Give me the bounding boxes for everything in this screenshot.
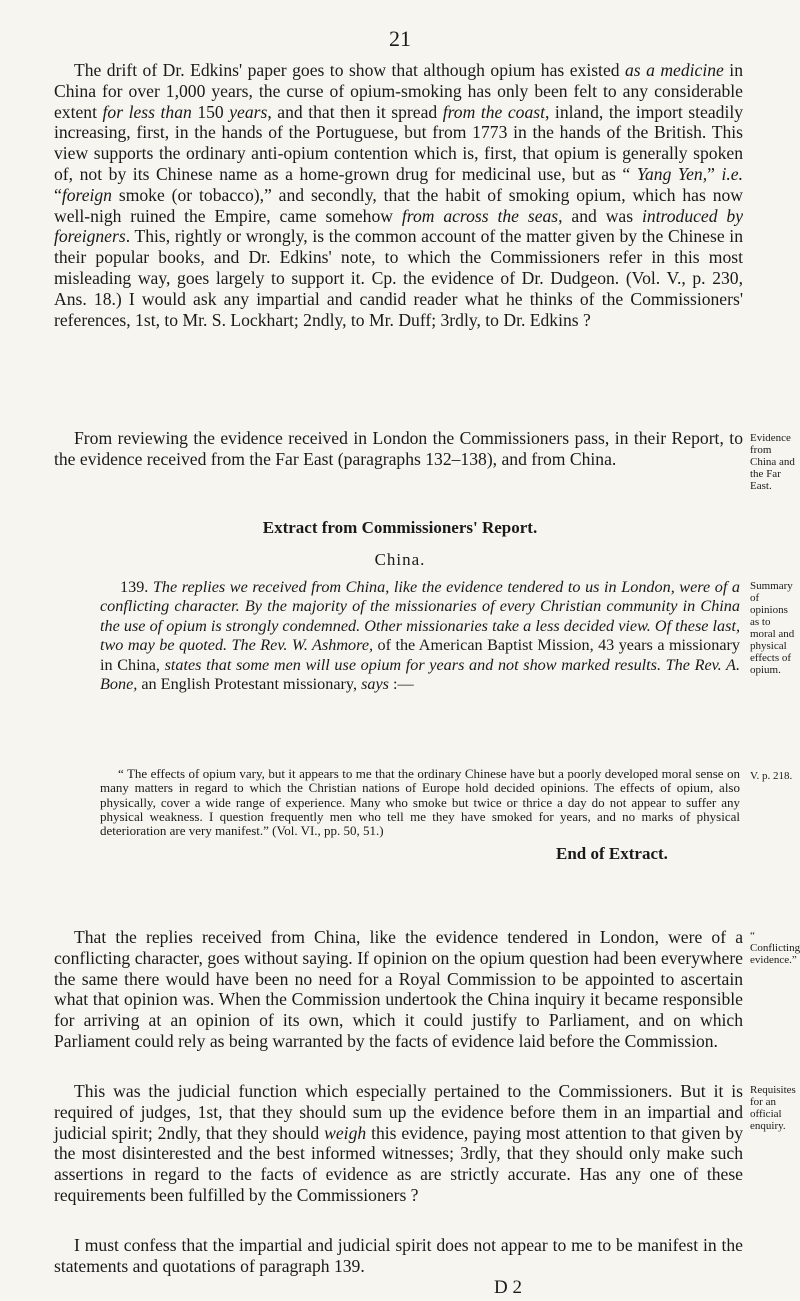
margin-note-evidence: Evidence from China and the Far East. [750,432,795,492]
margin-note-summary: Summary of opinions as to moral and physical effects of opium. [750,580,795,676]
paragraph-confess: I must confess that the impartial and judicial spirit does not appear to me to be manifest in the statements and quotations of paragraph 139. [54,1235,743,1276]
extract-title: Extract from Commissioners' Report. [262,518,538,537]
margin-note-requisites: Requisites for an official enquiry. [750,1084,796,1132]
paragraph-judicial: This was the judicial function which especially pertained to the Commissioners. But it is required of judges, 1st, that they should sum up the evidence before them in an impartial and judicial spirit; 2ndly, that they should weigh this evidence, paying most attention to that given by the most disinterested and the best informed witnesses; 3rdly, that they should only make such assertions in regard to the facts of evidence as are strictly accurate. Has any one of these requirements been fulfilled by the Commissioners ? [54,1081,743,1205]
quote-bone: “ The effects of opium vary, but it appears to me that the ordinary Chinese have but a poorly developed moral sense on many matters in regard to which the Christian nations of Europe hold decided opinions. The effects of opium, also physically, cover a wide range of experience. Many who smoke but twice or thrice a day do not appear to suffer any physical weakness. I question frequently men who tell me they have smoked for years, and no marks of physical deterioration are very manifest.” (Vol. VI., pp. 50, 51.) [100,766,740,839]
margin-note-volume: V. p. 218. [750,770,793,782]
paragraph-139: 139. The replies we received from China, like the evidence tendered to us in London, were of a conflicting character. By the majority of the missionaries of every Christian community in China the use of opium is strongly condemned. Other missionaries take a less decided view. Of these last, two may be quoted. The Rev. W. Ashmore, of the American Baptist Mission, 43 years a missionary in China, states that some men will use opium for years and not show marked results. The Rev. A. Bone, an English Protestant missionary, says :— [100,578,740,694]
signature-mark: D 2 [494,1277,522,1298]
china-heading: China. [374,550,426,569]
paragraph-far-east: From reviewing the evidence received in London the Commissioners pass, in their Report, to the evidence received from the Far East (paragraphs 132–138), and from China. [54,428,743,469]
page-number: 21 [389,26,411,51]
paragraph-conflicting: That the replies received from China, like the evidence tendered in London, were of a conflicting character, goes without saying. If opinion on the opium question had been everywhere the same there would have been no need for a Royal Commission to be appointed to ascertain what that opinion was. When the Commission undertook the China inquiry it became responsible for arriving at an opinion of its own, which it could justify to Parliament, and on which Parliament could rely as being warranted by the facts of evidence laid before the Commission. [54,927,743,1051]
paragraph-edkins: The drift of Dr. Edkins' paper goes to show that although opium has existed as a medicine in China for over 1,000 years, the curse of opium-smoking has only been felt to any considerable extent for less than 150 years, and that then it spread from the coast, inland, the import steadily increasing, first, in the hands of the Portuguese, but from 1773 in the hands of the British. This view supports the ordinary anti-opium contention which is, first, that opium is generally spoken of, not by its Chinese name as a home-grown drug for medicinal use, but as “ Yang Yen,” i.e. “foreign smoke (or tobacco),” and secondly, that the habit of smoking opium, which has now well-nigh ruined the Empire, came somehow from across the seas, and was introduced by foreigners. This, rightly or wrongly, is the common account of the matter given by the Chinese in their popular books, and Dr. Edkins' note, to which the Commissioners refer in this most misleading way, goes largely to support it. Cp. the evidence of Dr. Dudgeon. (Vol. V., p. 230, Ans. 18.) I would ask any impartial and candid reader what he thinks of the Commissioners' references, 1st, to Mr. S. Lockhart; 2ndly, to Mr. Duff; 3rdly, to Dr. Edkins ? [54,60,744,330]
margin-note-conflicting: “ Conflicting evidence.” [750,930,800,966]
end-of-extract: End of Extract. [556,844,668,863]
